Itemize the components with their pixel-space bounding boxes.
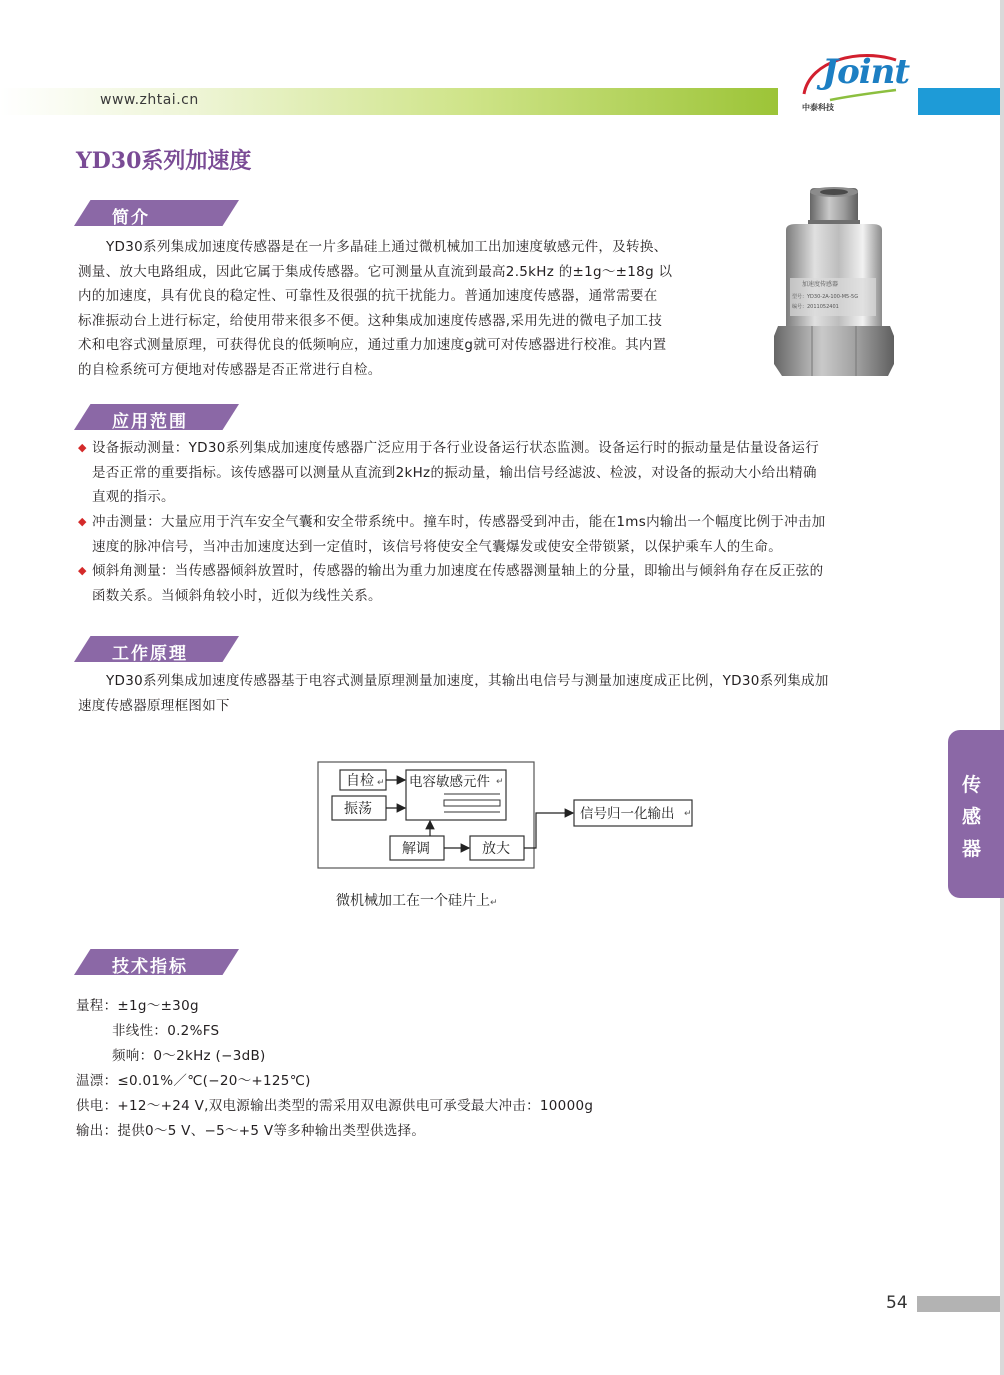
- bullet-line: 直观的指示。: [92, 489, 175, 506]
- page-number: 54: [886, 1293, 908, 1313]
- section-heading-application: [74, 404, 239, 430]
- bullet-line: 冲击测量：大量应用于汽车安全气囊和安全带系统中。撞车时，传感器受到冲击，能在1ms内输出一个幅度比例于冲击加: [92, 514, 826, 530]
- product-label-line: 型号：YD30-2A-100-M5-5G: [792, 294, 859, 300]
- principle-line: 速度传感器原理框图如下: [78, 697, 230, 714]
- demodulate-label: 解调: [402, 841, 430, 857]
- bullet-line: 函数关系。当倾斜角较小时，近似为线性关系。: [92, 587, 382, 604]
- bullet-line: 设备振动测量：YD30系列集成加速度传感器广泛应用于各行业设备运行状态监测。设备运行时的振动量是估量设备运行: [92, 440, 820, 456]
- bullet-line: 倾斜角测量：当传感器倾斜放置时，传感器的输出为重力加速度在传感器测量轴上的分量，即输出与倾斜角存在反正弦的: [92, 563, 824, 579]
- spec-power: 供电：+12～+24 V,双电源输出类型的需采用双电源供电可承受最大冲击：10000g: [76, 1098, 594, 1114]
- spec-nonlinearity: 非线性：0.2%FS: [112, 1023, 220, 1039]
- intro-line: 内的加速度，具有优良的稳定性、可靠性及很强的抗干扰能力。普通加速度传感器，通常需要在: [78, 288, 658, 305]
- diamond-bullet-icon: ◆: [78, 515, 87, 528]
- arrow-amp-to-output: [524, 813, 573, 848]
- section-heading-intro: [74, 200, 239, 226]
- spec-output: 输出：提供0～5 V、−5～+5 V等多种输出类型供选择。: [76, 1123, 426, 1139]
- website-url[interactable]: www.zhtai.cn: [100, 92, 199, 108]
- principle-paragraph: [78, 669, 829, 718]
- output-label: 信号归一化输出: [580, 806, 675, 822]
- section-heading-label: 工作原理: [112, 644, 188, 664]
- section-heading-label: 技术指标: [112, 957, 188, 977]
- oscillator-label: 振荡: [344, 801, 372, 817]
- section-heading-specs: [74, 949, 239, 975]
- diamond-bullet-icon: ◆: [78, 441, 87, 454]
- section-heading-label: 简介: [112, 208, 150, 228]
- block-diagram: [316, 760, 701, 870]
- side-tab-sensors[interactable]: [948, 730, 1004, 898]
- side-tab-char: 感: [962, 806, 982, 828]
- accelerometer-image: [772, 186, 897, 386]
- diagram-caption: [336, 890, 498, 910]
- principle-line: YD30系列集成加速度传感器基于电容式测量原理测量加速度，其输出电信号与测量加速度成正比例，YD30系列集成加: [106, 673, 829, 689]
- product-label-line: 加速度传感器: [802, 281, 839, 288]
- return-mark: ↵: [496, 777, 504, 787]
- logo-wordmark: Joint: [822, 52, 910, 92]
- diamond-bullet-icon: ◆: [78, 564, 87, 577]
- section-heading-principle: [74, 636, 239, 662]
- amplify-label: 放大: [482, 841, 510, 857]
- return-mark: ↵: [684, 809, 692, 819]
- bullet-line: 是否正常的重要指标。该传感器可以测量从直流到2kHz的振动量，输出信号经滤波、检波，对设备的振动大小给出精确: [92, 464, 817, 481]
- sensing-element-label: 电容敏感元件: [409, 774, 490, 790]
- side-tab-char: 传: [962, 774, 982, 796]
- page-number-bar: [917, 1296, 1000, 1312]
- intro-line: 测量、放大电路组成，因此它属于集成传感器。它可测量从直流到最高2.5kHz 的±1g～±18g 以: [78, 263, 673, 280]
- diagram-caption-text: 微机械加工在一个硅片上: [336, 893, 490, 909]
- product-label-line: 编号：2011052401: [792, 304, 839, 310]
- spec-frequency: 频响：0～2kHz (−3dB): [112, 1048, 266, 1064]
- page-edge: [1000, 0, 1004, 1375]
- product-photo: [772, 186, 897, 386]
- return-mark: ↵: [490, 898, 498, 908]
- intro-line: YD30系列集成加速度传感器是在一片多晶硅上通过微机械加工出加速度敏感元件，及转换、: [106, 239, 668, 255]
- document-title: YD30系列加速度: [76, 148, 252, 174]
- spec-temp-drift: 温漂：≤0.01%／℃(−20～+125℃): [76, 1073, 311, 1089]
- bullet-line: 速度的脉冲信号，当冲击加速度达到一定值时，该信号将使安全气囊爆发或使安全带锁紧，以保护乘车人的生命。: [92, 538, 782, 555]
- intro-line: 的自检系统可方便地对传感器是否正常进行自检。: [78, 361, 382, 378]
- spec-range: 量程：±1g～±30g: [76, 998, 199, 1014]
- company-logo: [800, 50, 910, 114]
- return-mark: ↵: [377, 778, 385, 788]
- intro-line: 标准振动台上进行标定，给使用带来很多不便。这种集成加速度传感器,采用先进的微电子加工技: [78, 312, 663, 329]
- logo-subtitle: 中泰科技: [802, 103, 834, 112]
- side-tab-char: 器: [962, 838, 982, 860]
- header-blue-block: [918, 88, 1000, 115]
- intro-paragraph: [78, 235, 672, 383]
- self-test-label: 自检: [346, 773, 374, 789]
- section-heading-label: 应用范围: [112, 412, 188, 432]
- intro-line: 术和电容式测量原理，可获得优良的低频响应，通过重力加速度g就可对传感器进行校准。其内置: [78, 337, 667, 354]
